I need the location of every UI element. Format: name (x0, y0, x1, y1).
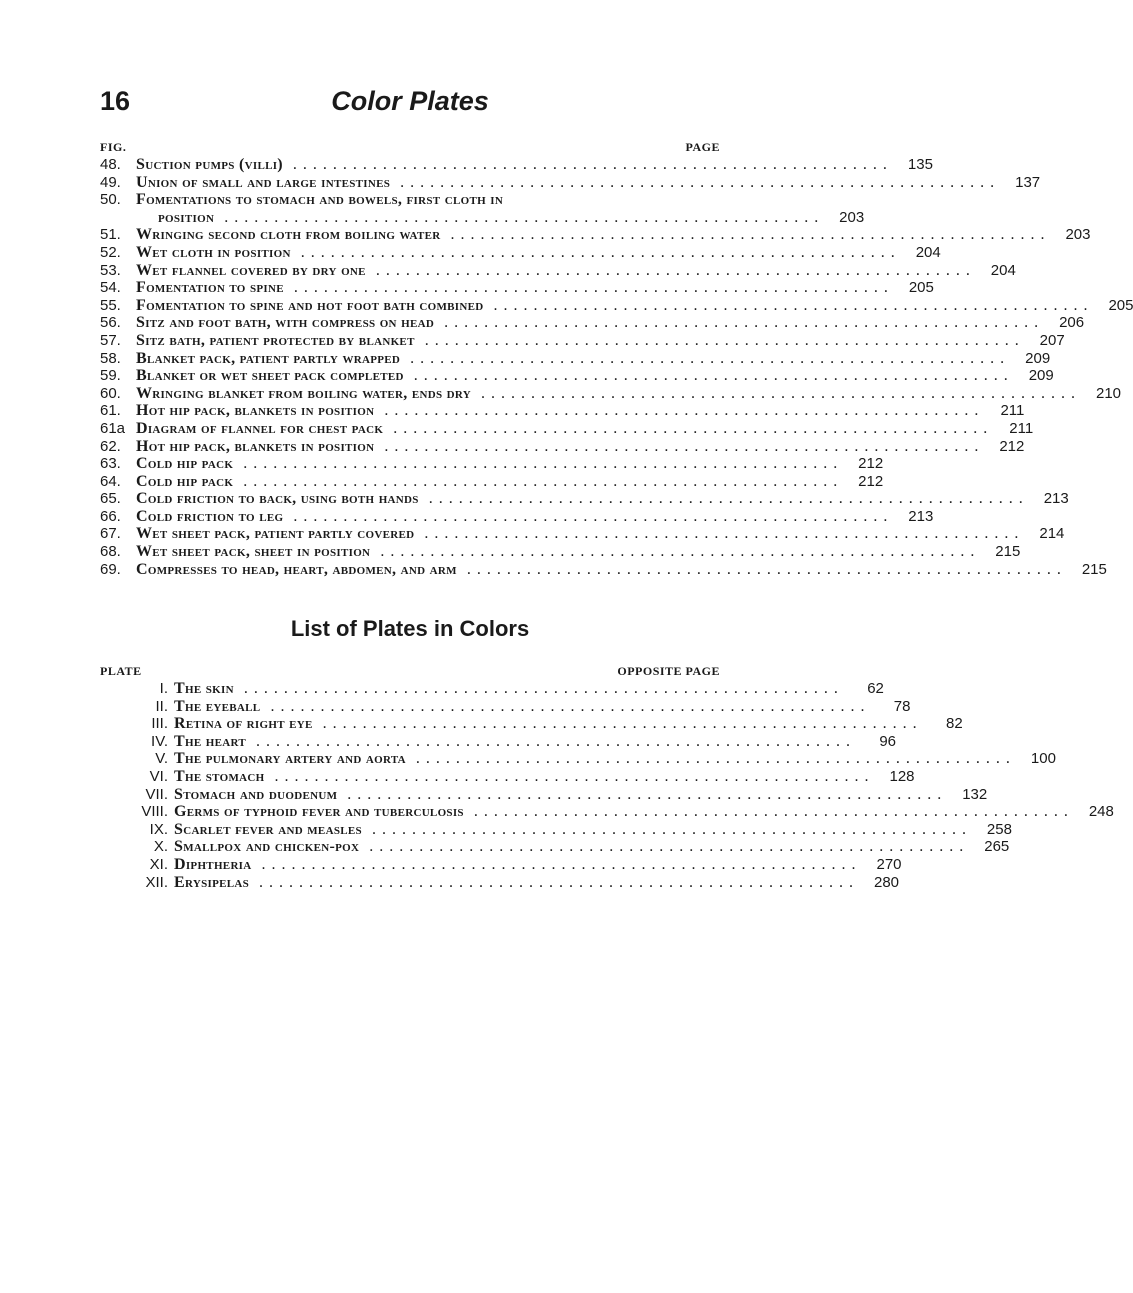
figure-page-number: 135 (907, 156, 933, 173)
plate-title-text: Diphtheria (174, 855, 252, 873)
plate-list (100, 664, 1114, 891)
figure-entry (100, 543, 1021, 561)
figure-page-number: 212 (858, 472, 884, 490)
plate-page-number: 100 (1030, 750, 1056, 768)
plate-number: V. (155, 750, 168, 768)
figure-title (136, 525, 1024, 543)
dot-leader: ............................................................ (260, 697, 871, 715)
figure-title-text: Suction pumps (villi) (136, 156, 283, 173)
figure-page-number: 207 (1039, 331, 1065, 349)
figure-title (136, 420, 993, 438)
plate-number: II. (155, 697, 168, 715)
figure-title (136, 490, 1029, 508)
plate-number: IX. (149, 820, 168, 838)
figure-entry (100, 419, 1034, 438)
figure-title (136, 297, 1093, 315)
figure-title-text: Wet sheet pack, sheet in position (136, 543, 371, 561)
figure-entry (100, 173, 1041, 192)
plate-number: XI. (149, 855, 168, 873)
figure-title (136, 455, 843, 473)
plate-number: III. (151, 715, 168, 733)
figure-page-number: 215 (1081, 560, 1107, 578)
dot-leader: ............................................................ (283, 507, 894, 525)
plate-entry (100, 855, 902, 874)
plate-title-text: The pulmonary artery and aorta (174, 750, 406, 768)
figure-number: 58. (100, 349, 121, 367)
plate-entry (100, 820, 1012, 839)
figure-list (100, 140, 1133, 578)
dot-leader: ............................................................ (403, 367, 1014, 385)
figure-number: 68. (100, 543, 121, 561)
plate-entry (100, 767, 915, 786)
figure-page-number: 213 (908, 507, 934, 525)
plate-title (174, 768, 875, 786)
figure-title (136, 244, 901, 262)
figure-page-number: 209 (1028, 367, 1054, 385)
figure-entry (100, 296, 1133, 315)
figure-title (136, 438, 984, 456)
plate-page-number: 265 (984, 838, 1010, 856)
figure-number: 53. (100, 261, 121, 279)
fig-column-heading: FIG. (100, 140, 127, 154)
dot-leader: ............................................................ (249, 873, 860, 891)
plate-title-text: Scarlet fever and measles (174, 820, 362, 838)
dot-leader: ............................................................ (282, 156, 893, 173)
plate-entry (100, 873, 900, 892)
figure-number: 52. (100, 243, 121, 261)
plate-page-number: 78 (893, 697, 911, 715)
figure-number: 54. (100, 279, 121, 297)
figure-title-text: Fomentation to spine (136, 279, 284, 297)
plate-page-number: 258 (986, 820, 1012, 838)
plate-page-number: 82 (945, 715, 963, 733)
figure-title (136, 561, 1067, 579)
plate-title (174, 856, 862, 874)
plate-page-number: 270 (876, 855, 902, 873)
figure-entry (100, 279, 934, 297)
dot-leader: ............................................................ (483, 296, 1094, 314)
figure-title (136, 314, 1044, 332)
figure-entry (100, 208, 865, 227)
figure-title-text: Cold hip pack (136, 472, 234, 490)
figure-entry (100, 349, 1051, 368)
figure-entry (100, 384, 1122, 403)
dot-leader: ............................................................ (405, 750, 1016, 768)
figure-page-number: 137 (1015, 173, 1041, 191)
plate-title (174, 874, 859, 892)
figure-title-text: Fomentations to stomach and bowels, first cloth in (136, 191, 504, 209)
figure-entry (100, 507, 934, 526)
figure-title-text: Diagram of flannel for chest pack (136, 419, 384, 437)
figure-page-number: 211 (1000, 402, 1025, 420)
dot-leader: ............................................................ (233, 455, 844, 473)
figure-title-text: Union of small and large intestines (136, 173, 391, 191)
plate-entry (100, 785, 988, 804)
dot-leader: ............................................................ (414, 331, 1025, 349)
plate-number: XII. (145, 873, 168, 891)
dot-leader: ............................................................ (418, 490, 1029, 508)
plate-entry (100, 697, 911, 716)
figure-page-number: 203 (1065, 226, 1091, 244)
figure-title (136, 174, 1000, 192)
plate-number: VII. (145, 785, 168, 803)
dot-leader: ............................................................ (283, 279, 894, 297)
plate-entry (100, 680, 884, 698)
plate-page-number: 62 (867, 680, 884, 697)
figure-number: 50. (100, 191, 121, 209)
plate-title (174, 698, 870, 716)
figure-rows (100, 156, 1133, 578)
figure-title (136, 543, 980, 561)
figure-number: 60. (100, 384, 121, 402)
figure-number: 65. (100, 490, 121, 508)
dot-leader: ............................................................ (414, 525, 1025, 543)
figure-title (136, 226, 1051, 244)
figure-title (136, 279, 894, 297)
dot-leader: ............................................................ (390, 173, 1001, 191)
dot-leader: ............................................................ (370, 543, 981, 561)
dot-leader: ............................................................ (361, 820, 972, 838)
page-title: Color Plates (331, 86, 489, 116)
figure-number: 59. (100, 367, 121, 385)
figure-entry (100, 156, 933, 174)
figure-entry (100, 437, 1025, 456)
dot-leader: ............................................................ (233, 680, 844, 697)
plate-page-number: 128 (889, 767, 915, 785)
plate-rows (100, 680, 1114, 891)
figure-number: 51. (100, 226, 121, 244)
figure-page-number: 206 (1059, 314, 1085, 332)
figure-title (136, 508, 893, 526)
figure-page-number: 213 (1043, 490, 1069, 508)
plate-title-text: The heart (174, 732, 246, 750)
figure-entry (100, 226, 1091, 244)
figure-title-text: Cold hip pack (136, 455, 234, 473)
figure-list-headings (100, 140, 720, 156)
plate-title-text: Stomach and duodenum (174, 785, 338, 803)
dot-leader: ............................................................ (383, 419, 994, 437)
figure-page-number: 214 (1039, 525, 1065, 543)
figure-page-number: 203 (839, 208, 865, 226)
figure-entry (100, 243, 941, 262)
figure-title (136, 473, 843, 491)
plate-title (174, 821, 972, 839)
dot-leader: ............................................................ (365, 261, 976, 279)
figure-entry (100, 331, 1065, 350)
figure-number: 48. (100, 156, 121, 173)
plate-title-text: Retina of right eye (174, 715, 313, 733)
page-column-heading: PAGE (685, 140, 720, 154)
plate-title (174, 680, 844, 698)
figure-entry (100, 402, 1025, 420)
dot-leader: ............................................................ (337, 785, 948, 803)
figure-entry (100, 472, 884, 491)
plate-title (174, 750, 1016, 768)
figure-title-text: Wringing second cloth from boiling water (136, 226, 441, 244)
figure-entry (100, 367, 1054, 385)
page-header (100, 86, 720, 126)
figure-number: 56. (100, 314, 121, 332)
figure-title-text: Cold friction to leg (136, 507, 284, 525)
dot-leader: ............................................................ (374, 402, 985, 420)
figure-number: 69. (100, 560, 121, 578)
plate-title-text: The skin (174, 680, 234, 697)
figure-page-number: 212 (858, 455, 884, 473)
figure-title-text: Sitz and foot bath, with compress on head (136, 314, 435, 332)
figure-entry (100, 261, 1016, 280)
plate-page-number: 132 (962, 785, 988, 803)
page-number: 16 (100, 86, 131, 116)
opposite-page-column-heading: OPPOSITE PAGE (617, 664, 720, 678)
figure-number: 63. (100, 455, 121, 473)
figure-number: 66. (100, 507, 121, 525)
plate-entry (100, 838, 1010, 856)
plate-title-text: The eyeball (174, 697, 261, 715)
plate-page-number: 280 (874, 873, 900, 891)
figure-title-text: Hot hip pack, blankets in position (136, 437, 375, 455)
figure-title-text: Hot hip pack, blankets in position (136, 402, 375, 420)
figure-title (136, 191, 680, 209)
figure-title (136, 262, 976, 280)
plate-page-number: 96 (879, 732, 896, 750)
dot-leader: ............................................................ (463, 803, 1074, 821)
figure-entry (100, 455, 884, 473)
plate-number: I. (159, 680, 168, 697)
dot-leader: ............................................................ (290, 243, 901, 261)
figure-title-text: Fomentation to spine and hot foot bath combined (136, 296, 484, 314)
plate-column-heading: PLATE (100, 664, 142, 678)
figure-number: 55. (100, 296, 121, 314)
figure-number: 64. (100, 472, 121, 490)
plate-title (174, 838, 969, 856)
dot-leader: ............................................................ (400, 349, 1011, 367)
plate-entry (100, 803, 1114, 821)
figure-page-number: 212 (999, 437, 1025, 455)
figure-page-number: 205 (908, 279, 934, 297)
figure-title-text: Blanket or wet sheet pack completed (136, 367, 404, 385)
plates-section-title: List of Plates in Colors (290, 616, 530, 641)
figure-title-text: Compresses to head, heart, abdomen, and arm (136, 560, 457, 578)
plate-entry (100, 750, 1056, 768)
plate-number: IV. (151, 732, 168, 750)
figure-number: 61a (100, 419, 126, 437)
plate-title-text: Smallpox and chicken-pox (174, 838, 360, 856)
plate-title-text: The stomach (174, 767, 265, 785)
figure-title-text: Wet sheet pack, patient partly covered (136, 525, 415, 543)
dot-leader: ............................................................ (374, 437, 985, 455)
figure-page-number: 211 (1009, 419, 1034, 437)
dot-leader: ............................................................ (434, 314, 1045, 332)
plate-title (174, 715, 923, 733)
figure-title (136, 385, 1081, 403)
figure-title-text: Cold friction to back, using both hands (136, 490, 419, 508)
plate-list-headings (100, 664, 720, 680)
figure-entry (100, 490, 1069, 508)
dot-leader: ............................................................ (471, 384, 1082, 402)
plate-entry (100, 715, 963, 733)
plate-title (174, 803, 1074, 821)
dot-leader: ............................................................ (251, 855, 862, 873)
figure-number: 61. (100, 402, 121, 420)
figure-page-number: 215 (995, 543, 1021, 561)
figure-title-text: Wet cloth in position (136, 243, 291, 261)
plate-entry (100, 732, 896, 751)
figure-title-text: Wet flannel covered by dry one (136, 261, 366, 279)
figure-title-text: Wringing blanket from boiling water, ends dry (136, 384, 472, 402)
dot-leader: ............................................................ (214, 208, 825, 226)
figure-entry (100, 560, 1107, 579)
figure-page-number: 210 (1095, 384, 1122, 402)
figure-entry (100, 314, 1085, 332)
figure-title-text: Blanket pack, patient partly wrapped (136, 349, 401, 367)
dot-leader: ............................................................ (456, 560, 1067, 578)
figure-entry (100, 191, 720, 209)
figure-page-number: 209 (1025, 349, 1051, 367)
plate-number: VI. (149, 767, 168, 785)
plate-title-text: Germs of typhoid fever and tuberculosis (174, 803, 464, 821)
figure-entry (100, 525, 1065, 543)
figure-title (136, 402, 984, 420)
figure-title (136, 332, 1025, 350)
figure-number: 57. (100, 331, 121, 349)
plate-number: VIII. (141, 803, 168, 821)
figure-title-text: Sitz bath, patient protected by blanket (136, 331, 415, 349)
figure-number: 49. (100, 173, 121, 191)
figure-number: 67. (100, 525, 121, 543)
dot-leader: ............................................................ (233, 472, 844, 490)
dot-leader: ............................................................ (312, 715, 923, 733)
dot-leader: ............................................................ (440, 226, 1051, 244)
figure-page-number: 204 (990, 261, 1016, 279)
figure-title-text: position (158, 208, 215, 226)
figure-title (136, 350, 1010, 368)
plate-title (174, 786, 947, 804)
figure-number: 62. (100, 437, 121, 455)
figure-page-number: 205 (1108, 296, 1133, 314)
dot-leader: ............................................................ (246, 732, 856, 750)
plate-page-number: 248 (1088, 803, 1114, 821)
figure-title (136, 156, 893, 174)
plate-number: X. (153, 838, 168, 856)
figure-page-number: 204 (915, 243, 941, 261)
plate-title (174, 733, 856, 751)
dot-leader: ............................................................ (359, 838, 970, 856)
plate-title-text: Erysipelas (174, 873, 250, 891)
figure-title (136, 209, 824, 227)
dot-leader: ............................................................ (264, 767, 875, 785)
figure-title (136, 367, 1014, 385)
